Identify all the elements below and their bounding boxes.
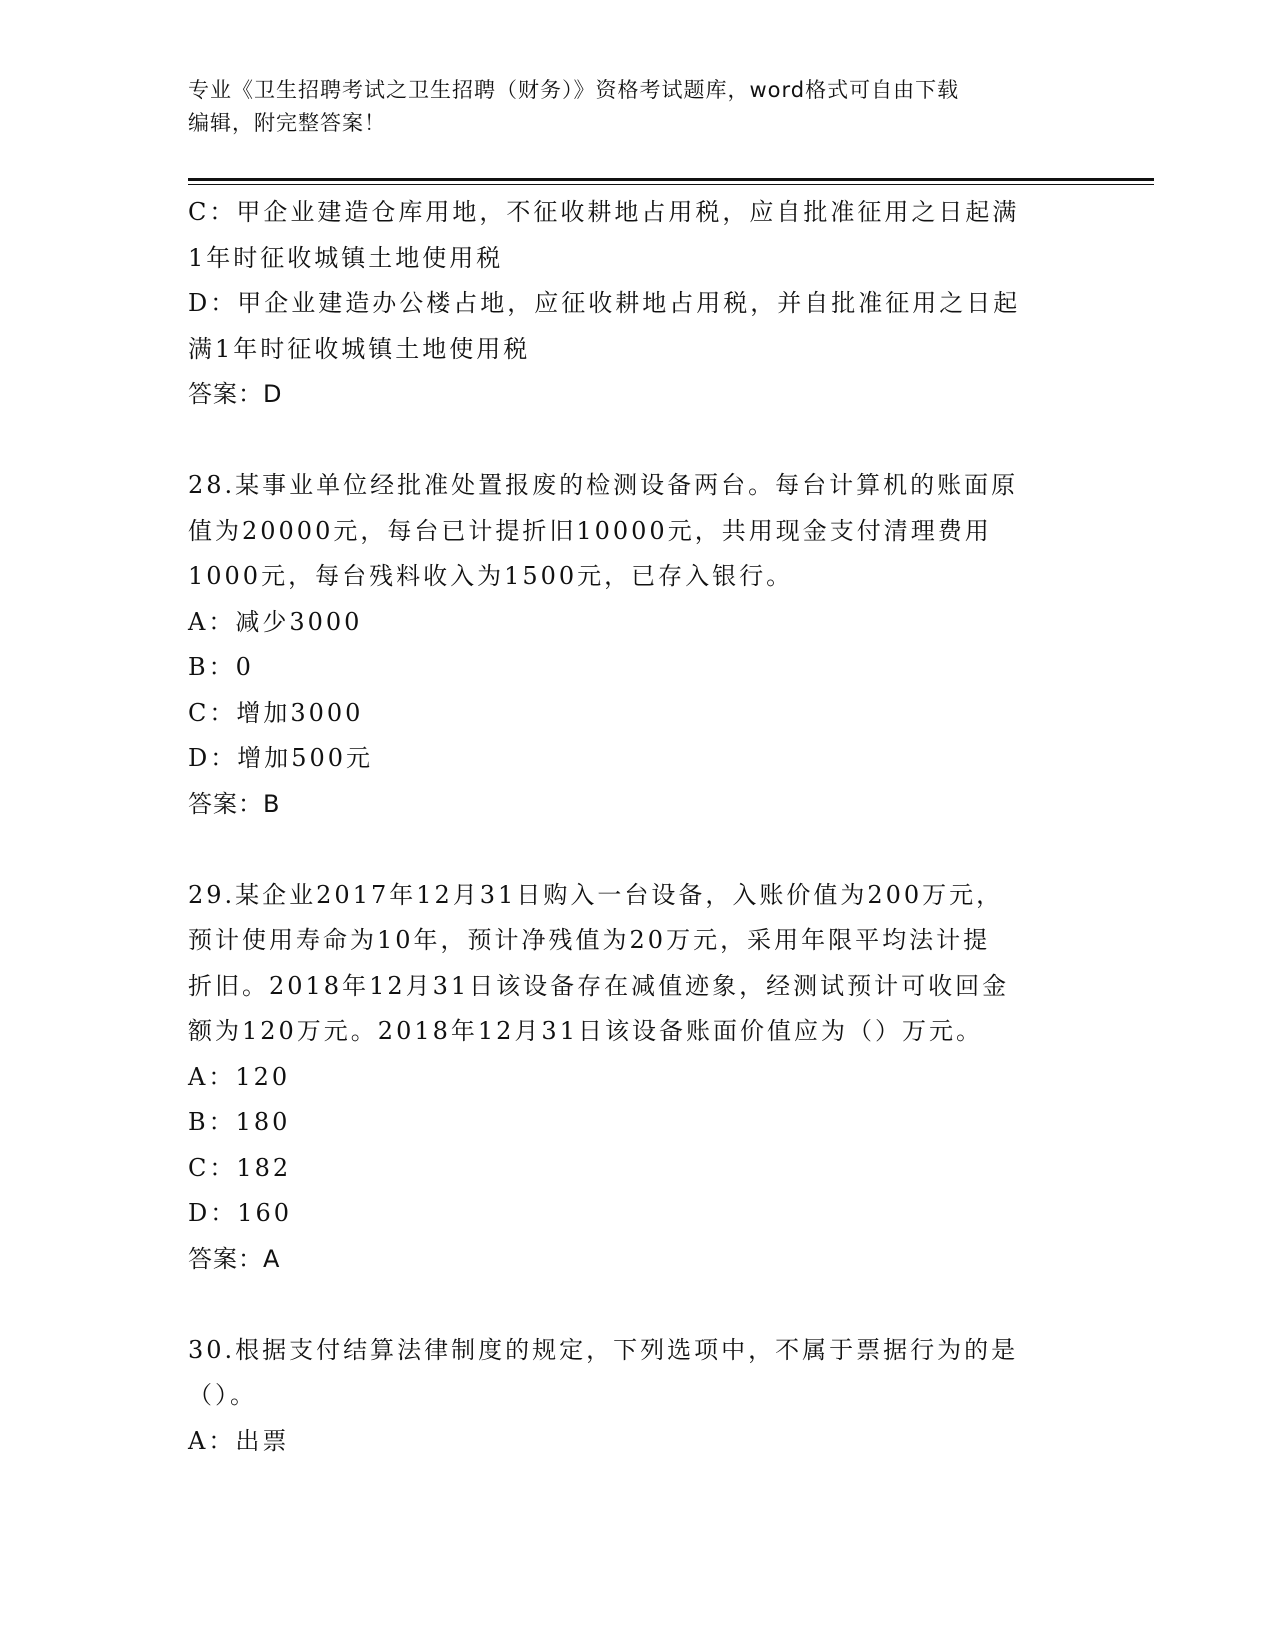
- option-a: A：120: [188, 1062, 291, 1091]
- option-c-line-1: C：甲企业建造仓库用地，不征收耕地占用税，应自批准征用之日起满: [188, 198, 1020, 226]
- question-stem-line: 值为20000元，每台已计提折旧10000元，共用现金支付清理费用: [188, 516, 992, 545]
- answer-27: 答案：D: [188, 380, 283, 408]
- option-b: B：180: [188, 1108, 291, 1136]
- option-d-line-1: D：甲企业建造办公楼占地，应征收耕地占用税，并自批准征用之日起: [188, 289, 1021, 317]
- answer-28: 答案：B: [188, 789, 281, 818]
- answer-29: 答案：A: [188, 1244, 281, 1273]
- question-stem-line: （）。: [188, 1381, 257, 1409]
- option-b: B：0: [188, 653, 254, 681]
- question-stem-line: 折旧。2018年12月31日该设备存在减值迹象，经测试预计可收回金: [188, 971, 1010, 1000]
- spacer: [188, 1282, 1088, 1328]
- question-stem-line: 预计使用寿命为10年，预计净残值为20万元，采用年限平均法计提: [188, 926, 991, 954]
- spacer: [188, 827, 1088, 873]
- question-29: [188, 873, 1088, 1283]
- question-stem-line: 30.根据支付结算法律制度的规定，下列选项中，不属于票据行为的是: [188, 1335, 1019, 1364]
- question-stem-line: 28.某事业单位经批准处置报废的检测设备两台。每台计算机的账面原: [188, 471, 1019, 499]
- document-header: [188, 74, 1088, 140]
- question-30: [188, 1328, 1088, 1465]
- header-line-2: 编辑，附完整答案！: [188, 111, 386, 135]
- spacer: [188, 418, 1088, 464]
- option-d-line-2: 满1年时征收城镇土地使用税: [188, 334, 531, 363]
- option-d: D：增加500元: [188, 744, 374, 772]
- question-28: [188, 463, 1088, 827]
- option-c: C：182: [188, 1153, 292, 1182]
- option-a: A：减少3000: [188, 607, 363, 636]
- question-stem-line: 1000元，每台残料收入为1500元，已存入银行。: [188, 562, 794, 590]
- header-divider-thin: [188, 184, 1154, 185]
- question-stem-line: 29.某企业2017年12月31日购入一台设备，入账价值为200万元，: [188, 880, 1004, 909]
- option-d: D：160: [188, 1199, 293, 1227]
- header-divider-thick: [188, 178, 1154, 181]
- question-stem-line: 额为120万元。2018年12月31日该设备账面价值应为（）万元。: [188, 1017, 983, 1045]
- option-c-line-2: 1年时征收城镇土地使用税: [188, 243, 504, 272]
- question-list: [188, 190, 1088, 1464]
- option-a: A：出票: [188, 1426, 290, 1455]
- question-27-tail: [188, 190, 1088, 418]
- option-c: C：增加3000: [188, 698, 364, 727]
- header-line-1: 专业《卫生招聘考试之卫生招聘（财务）》资格考试题库，word格式可自由下载: [188, 78, 960, 102]
